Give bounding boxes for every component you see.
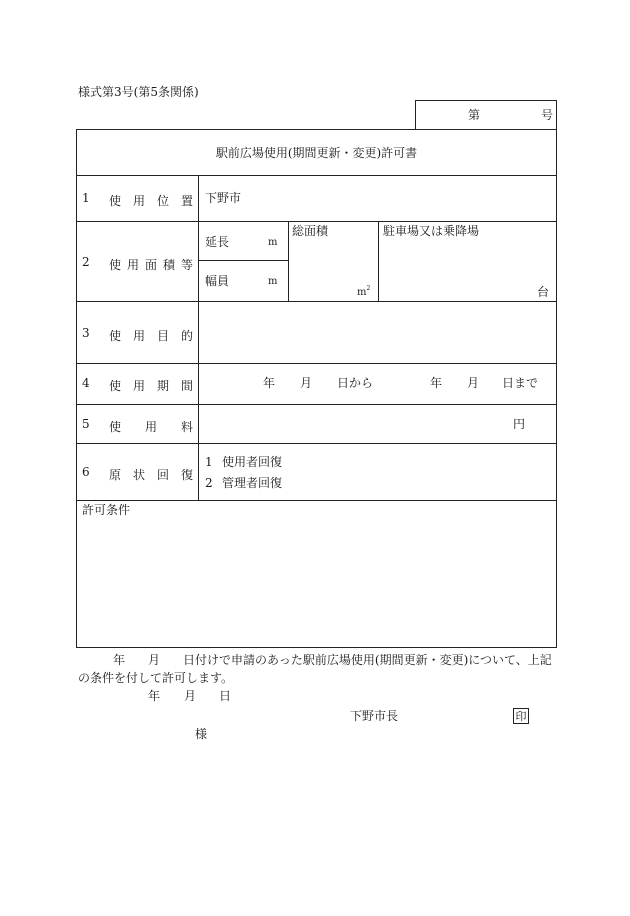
period-from-day: 日から bbox=[337, 376, 374, 390]
length-label: 延長 bbox=[205, 235, 230, 249]
period-label: 使 用 期 間 bbox=[109, 379, 193, 393]
footer-year: 年 bbox=[113, 653, 126, 667]
document-title: 駅前広場使用(期間更新・変更)許可書 bbox=[215, 146, 418, 160]
row-number: 3 bbox=[82, 326, 90, 340]
conditions-label: 許可条件 bbox=[82, 503, 131, 517]
total-area-unit: $m^2$ bbox=[357, 285, 371, 298]
issue-date-month: 月 bbox=[184, 689, 197, 703]
fee-unit: 円 bbox=[513, 417, 526, 431]
permit-number-box bbox=[415, 100, 557, 130]
restoration-label: 原 状 回 復 bbox=[109, 468, 193, 482]
restoration-option-2-num: 2 bbox=[205, 476, 213, 490]
restoration-option-2: 管理者回復 bbox=[222, 476, 283, 490]
restoration-option-1: 使用者回復 bbox=[222, 455, 283, 469]
row-number: 1 bbox=[82, 191, 90, 205]
issue-date-year: 年 bbox=[148, 689, 161, 703]
addressee-suffix: 様 bbox=[195, 727, 208, 741]
footer-statement-line-2: の条件を付して許可します。 bbox=[78, 671, 234, 685]
row-number: 4 bbox=[82, 376, 90, 390]
footer-month: 月 bbox=[148, 653, 161, 667]
restoration-option-1-num: 1 bbox=[205, 455, 213, 469]
location-value: 下野市 bbox=[205, 191, 242, 205]
permit-number-dai: 第 bbox=[468, 108, 481, 122]
length-unit: m bbox=[268, 237, 278, 248]
period-to-month: 月 bbox=[467, 376, 480, 390]
period-to-day: 日まで bbox=[502, 376, 539, 390]
issue-date-day: 日 bbox=[219, 689, 232, 703]
row-number: 5 bbox=[82, 417, 90, 431]
permit-number-go: 号 bbox=[541, 108, 554, 122]
purpose-label: 使 用 目 的 bbox=[109, 329, 193, 343]
parking-unit: 台 bbox=[537, 285, 550, 299]
form-code: 様式第3号(第5条関係) bbox=[78, 85, 199, 99]
seal-stamp: 印 bbox=[513, 708, 529, 724]
area-label: 使 用 面 積 等 bbox=[109, 258, 193, 272]
period-from-year: 年 bbox=[263, 376, 276, 390]
period-from-month: 月 bbox=[300, 376, 313, 390]
row-number: 2 bbox=[82, 255, 90, 269]
parking-label: 駐車場又は乗降場 bbox=[383, 224, 480, 238]
location-label: 使 用 位 置 bbox=[109, 194, 193, 208]
fee-label: 使 用 料 bbox=[109, 420, 193, 434]
width-unit: m bbox=[268, 276, 278, 287]
total-area-label: 総面積 bbox=[292, 224, 329, 238]
issuer-name: 下野市長 bbox=[350, 709, 399, 723]
row-number: 6 bbox=[82, 465, 90, 479]
period-to-year: 年 bbox=[430, 376, 443, 390]
footer-statement-line-1: 日付けで申請のあった駅前広場使用(期間更新・変更)について、上記 bbox=[183, 653, 552, 667]
width-label: 幅員 bbox=[205, 274, 230, 288]
